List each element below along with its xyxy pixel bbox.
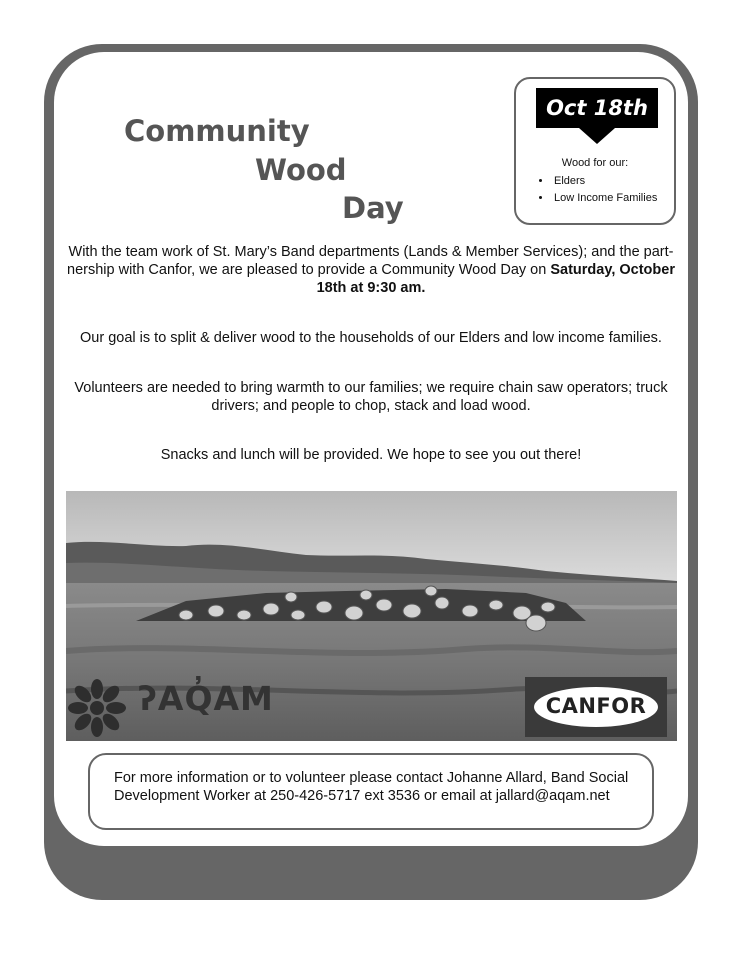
date-box xyxy=(514,77,676,225)
canfor-logo-text: CANFOR xyxy=(545,694,647,718)
aqam-logo-text: ʔAQ̓AM xyxy=(138,679,274,718)
contact-text: For more information or to volunteer please contact Johanne Allard, Band Social Development Worker at 250-426-5717 ext 3536 or email at jallard@aqam.net xyxy=(114,770,629,804)
date-box-heading: Wood for our: xyxy=(561,157,629,169)
canfor-oval xyxy=(534,687,658,727)
intro-date-bold: Saturday, October 18th at 9:30 am. xyxy=(316,262,675,296)
volunteers-paragraph: Volunteers are needed to bring warmth to our families; we require chain saw operators; truck drivers; and people to chop, stack and load wood. xyxy=(74,380,668,414)
title-line-1: Community xyxy=(124,114,310,148)
list-item: • Elders xyxy=(552,173,657,190)
date-box-list xyxy=(538,173,657,207)
date-banner-arrow xyxy=(579,128,615,144)
contact-box xyxy=(88,753,654,830)
intro-paragraph xyxy=(60,243,682,297)
list-item: • Low Income Families xyxy=(552,190,657,207)
aqam-flower-icon xyxy=(66,677,128,739)
intro-text: With the team work of St. Mary’s Band departments (Lands & Member Services); and the part-nership with Canfor, we are pleased to provide a Community Wood Day on xyxy=(67,244,674,278)
goal-paragraph: Our goal is to split & deliver wood to the households of our Elders and low income families. xyxy=(80,330,662,346)
date-banner: Oct 18th xyxy=(536,88,658,128)
title-line-3: Day xyxy=(342,191,404,225)
canfor-logo xyxy=(525,677,667,737)
title-line-2: Wood xyxy=(255,153,347,187)
snacks-paragraph: Snacks and lunch will be provided. We hope to see you out there! xyxy=(160,447,582,463)
